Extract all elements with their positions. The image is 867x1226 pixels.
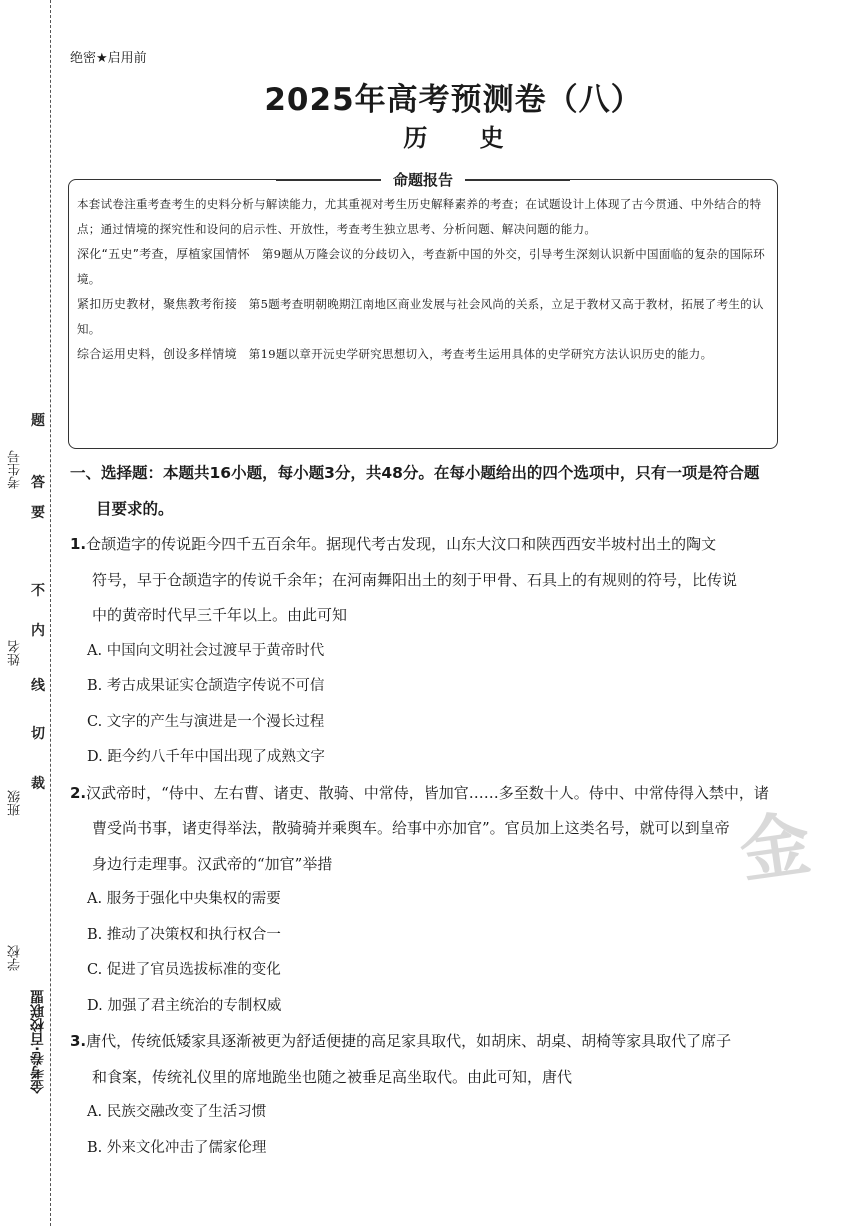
name-field: 姓名 <box>8 640 23 666</box>
question-stem-line: 中的黄帝时代早三千年以上。由此可知 <box>92 606 348 624</box>
subject-title: 历 史 <box>403 124 526 152</box>
question-stem-line: 仓颉造字的传说距今四千五百余年。据现代考古发现，山东大汶口和陕西西安半坡村出土的陶文 <box>86 535 717 553</box>
report-item <box>77 292 769 342</box>
report-box <box>68 171 778 449</box>
report-item-text: 第9题从万隆会议的分歧切入，考查新中国的外交，引导考生深刻认识新中国面临的复杂的国际环境。 <box>77 247 766 286</box>
report-item <box>77 242 769 292</box>
warning-char: 内 <box>31 623 45 639</box>
question-stem-line: 唐代，传统低矮家具逐渐被更为舒适便捷的高足家具取代，如胡床、胡桌、胡椅等家具取代了席子 <box>86 1032 732 1050</box>
cut-line <box>50 0 51 1226</box>
option-b: B. 外来文化冲击了儒家伦理 <box>87 1139 267 1156</box>
report-item-head: 紧扣历史教材，聚焦教考衔接 <box>77 297 237 311</box>
question-stem-line: 汉武帝时，“侍中、左右曹、诸吏、散骑、中常侍，皆加官……多至数十人。侍中、中常侍得入禁中，诸 <box>86 783 769 802</box>
report-item-head: 综合运用史料，创设多样情境 <box>77 347 237 361</box>
question-number: 1. <box>70 535 87 553</box>
question-stem-line: 和食案，传统礼仪里的席地跪坐也随之被垂足高坐取代。由此可知，唐代 <box>92 1067 573 1086</box>
exam-number-field: 考生号 <box>8 450 23 489</box>
question-stem-line: 符号，早于仓颉造字的传说千余年；在河南舞阳出土的刻于甲骨、石具上的有规则的符号，比传说 <box>92 570 738 589</box>
option-c: C. 文字的产生与演进是一个漫长过程 <box>87 713 325 730</box>
binding-margin <box>0 0 62 1226</box>
brand-label: 金考卷·百校联盟 <box>30 990 46 1094</box>
question-area <box>70 456 830 1166</box>
option-a: A. 服务于强化中央集权的需要 <box>87 891 281 907</box>
question-number: 3. <box>70 1032 87 1050</box>
warning-char: 答 <box>31 475 45 491</box>
option-c: C. 促进了官员选拔标准的变化 <box>87 962 281 978</box>
option-b: B. 考古成果证实仓颉造字传说不可信 <box>87 678 325 694</box>
warning-char: 题 <box>31 413 45 429</box>
report-title: 命题报告 <box>381 169 465 190</box>
warning-char: 裁 <box>31 776 45 792</box>
secrecy-label: 绝密★启用前 <box>70 51 147 66</box>
question-3 <box>70 1024 830 1166</box>
warning-char: 不 <box>31 583 45 599</box>
question-2 <box>70 776 830 1025</box>
option-d: D. 加强了君主统治的专制权威 <box>87 997 282 1014</box>
option-d: D. 距今约八千年中国出现了成熟文字 <box>87 749 325 765</box>
question-number: 2. <box>70 783 87 802</box>
warning-char: 切 <box>31 726 45 742</box>
report-item-text: 第5题考查明朝晚期江南地区商业发展与社会风尚的关系，立足于教材又高于教材，拓展了考生的认知。 <box>77 297 764 336</box>
question-1 <box>70 527 830 776</box>
option-a: A. 中国向文明社会过渡早于黄帝时代 <box>87 642 325 659</box>
report-intro: 本套试卷注重考查考生的史料分析与解读能力，尤其重视对考生历史解释素养的考查；在试题设计上体现了古今贯通、中外结合的特点；通过情境的探究性和设问的启示性、开放性，考查考生独立思考、分析问题、解决问题的能力。 <box>77 197 762 236</box>
warning-char: 线 <box>31 678 45 694</box>
report-item-head: 深化“五史”考查，厚植家国情怀 <box>77 247 250 261</box>
class-field: 班级 <box>8 790 23 816</box>
report-body <box>77 192 769 367</box>
section-heading: 一、选择题：本题共16小题，每小题3分，共48分。在每小题给出的四个选项中，只有一项是符合题 目要求的。 <box>70 464 760 518</box>
watermark-stamp-icon: 金 <box>734 802 816 894</box>
page-title: 2025年高考预测卷（八） <box>264 82 643 118</box>
option-a: A. 民族交融改变了生活习惯 <box>87 1104 267 1120</box>
question-stem-line: 身边行走理事。汉武帝的“加官”举措 <box>92 854 333 873</box>
warning-char: 要 <box>31 505 45 521</box>
school-field: 学校 <box>8 945 23 971</box>
option-b: B. 推动了决策权和执行权合一 <box>87 926 281 943</box>
report-item <box>77 342 769 367</box>
report-item-text: 第19题以章开沅史学研究思想切入，考查考生运用具体的史学研究方法认识历史的能力。 <box>248 347 713 361</box>
question-stem-line: 曹受尚书事，诸吏得举法，散骑骑并乘舆车。给事中亦加官”。官员加上这类名号，就可以到皇帝 <box>92 819 730 837</box>
